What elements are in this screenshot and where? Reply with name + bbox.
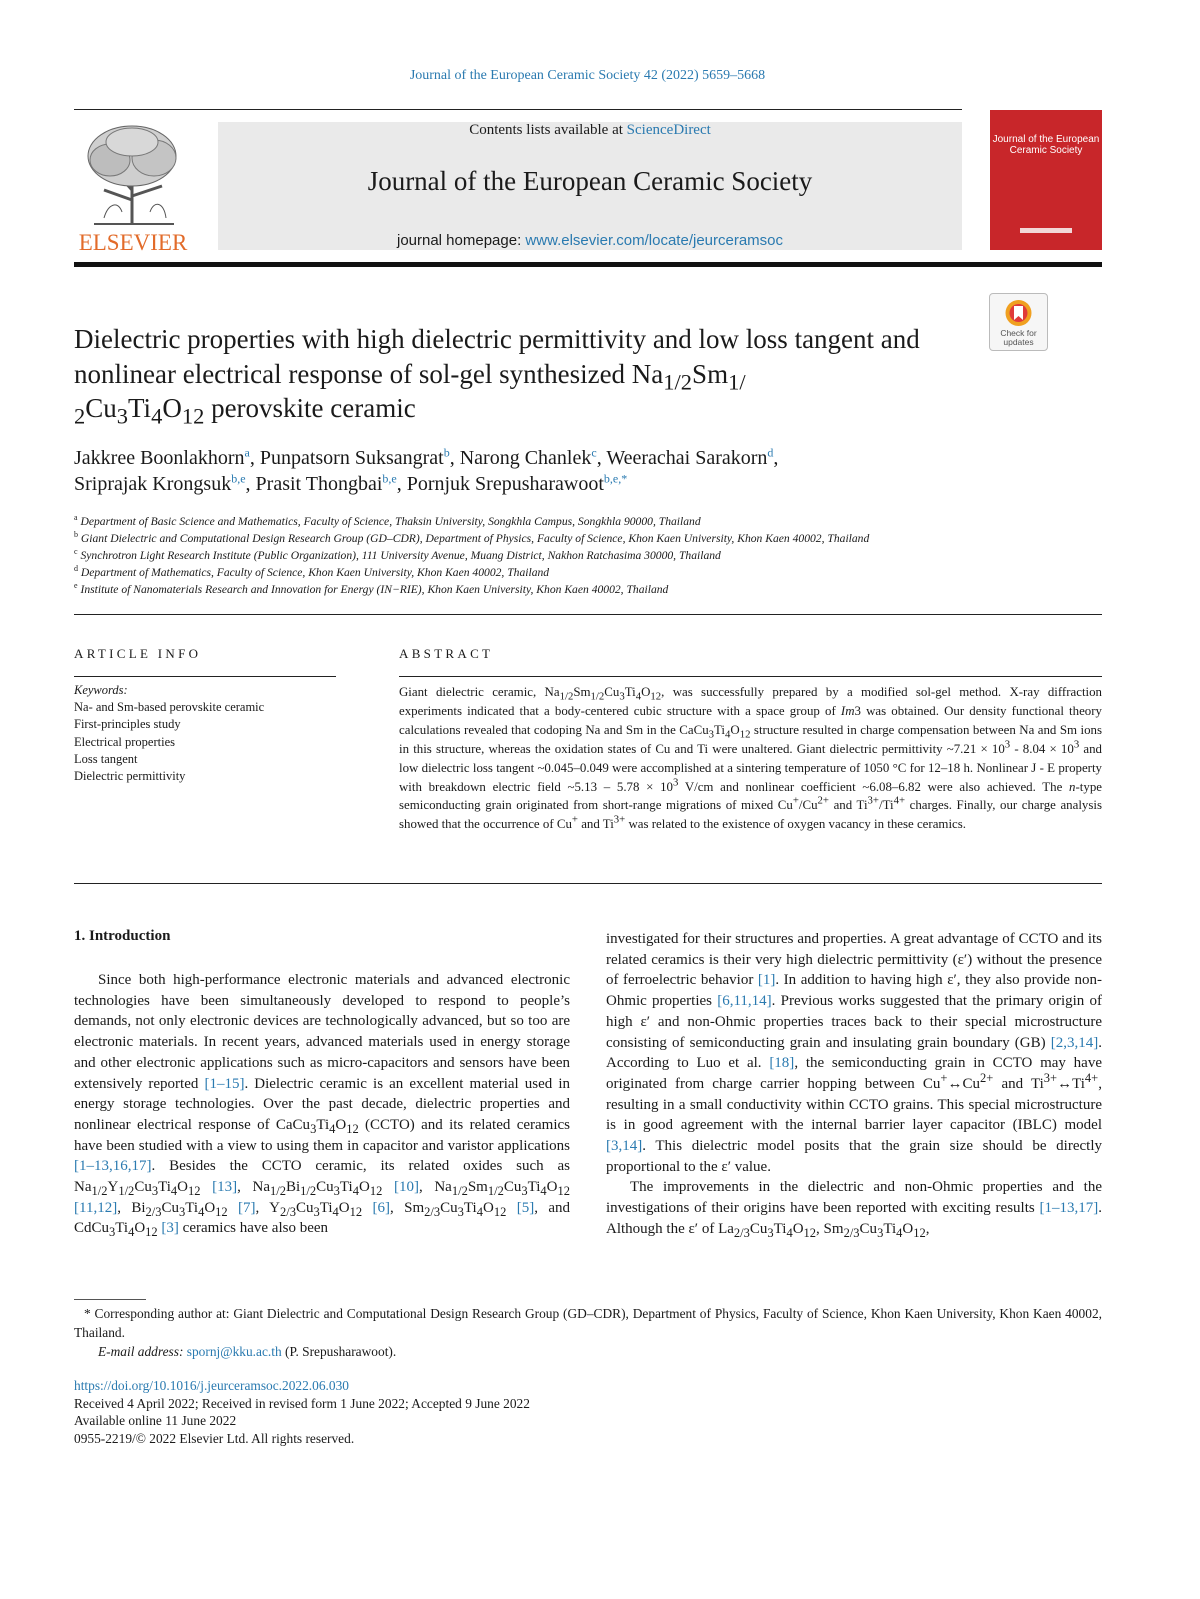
footnote-rule bbox=[74, 1299, 146, 1300]
article-title: Dielectric properties with high dielectric permittivity and low loss tangent and nonlinear electrical response of sol-gel synthesized $Na_{1/2}Sm_{1/}$ $_2Cu_3Ti_4O_{12}$ perovskite ceramic bbox=[74, 324, 920, 429]
affiliation-text: Department of Basic Science and Mathematics, Faculty of Science, Thaksin University, Songkhla Campus, Songkhla 90000, Thailand bbox=[77, 515, 701, 528]
homepage-link[interactable]: www.elsevier.com/locate/jeurceramsoc bbox=[525, 232, 784, 249]
abstract-bottom-rule bbox=[74, 883, 1102, 884]
affiliation-item bbox=[74, 547, 1114, 564]
masthead-rule bbox=[74, 262, 1102, 267]
article-info-heading: ARTICLE INFO bbox=[74, 646, 202, 661]
copyright: 0955-2219/© 2022 Elsevier Ltd. All rights reserved. bbox=[74, 1430, 355, 1446]
journal-banner bbox=[218, 122, 962, 250]
keywords bbox=[74, 682, 336, 785]
elsevier-wordmark: ELSEVIER bbox=[78, 230, 188, 255]
sciencedirect-link[interactable]: ScienceDirect bbox=[626, 122, 711, 138]
affiliation-item bbox=[74, 513, 1114, 530]
email-line bbox=[74, 1342, 1102, 1361]
publication-info bbox=[74, 1377, 774, 1447]
doi-link[interactable]: https://doi.org/10.1016/j.jeurceramsoc.2022.06.030 bbox=[74, 1378, 349, 1393]
article-info-rule bbox=[74, 676, 336, 677]
keyword-item: First-principles study bbox=[74, 717, 181, 732]
journal-reference[interactable]: Journal of the European Ceramic Society 42 (2022) 5659–5668 bbox=[409, 68, 766, 83]
affiliation-item bbox=[74, 530, 1114, 547]
affiliation-item bbox=[74, 581, 1114, 598]
affiliation-mark: e bbox=[74, 581, 78, 591]
available-online: Available online 11 June 2022 bbox=[74, 1413, 237, 1429]
abstract-text: Giant dielectric ceramic, $Na_{1/2}Sm_{1/2}Cu_3Ti_4O_{12}$, was successfully prepared by a modified sol-gel method. X-ray diffraction experiments indicated that a body-centered cubic structure with a space group of Im3 was obtained. Our density functional theory calculations revealed that codoping Na and Sm in the $CaCu_3Ti_4O_{12}$ structure resulted in charge compensation between Na and Sm ions in this structure, whereas the oxidation states of Cu and Ti were unaltered. Giant dielectric permittivity ~7.21 × $10^3 - 8.04 \times 10^3$ and low dielectric loss tangent ~0.045–0.049 were accomplished at a sintering temperature of 1050 °C for 12–18 h. Nonlinear J - E property with breakdown electric field ~5.13 – $5.78 \times 10^3$ V/cm and nonlinear coefficient ~6.08–6.82 were also achieved. The n-type semiconducting grain originated from short-range migrations of mixed $Cu^+/Cu^{2+}$ and $Ti^{3+}/Ti^{4+}$ charges. Finally, our charge analysis showed that the occurrence of Cu+ and $Ti^{3+}$ was related to the existence of oxygen vacancy in these ceramics. bbox=[399, 685, 1102, 832]
affiliations bbox=[74, 513, 1114, 598]
journal-title: Journal of the European Ceramic Society bbox=[367, 166, 813, 196]
author-list: Jakkree Boonlakhorn$^a$, Punpatsorn Suksangrat$^b$, Narong Chanlek$^c$, Weerachai Sarakorn$^d$, Sriprajak Krongsuk$^{b,e}$, Prasit Thongbai$^{b,e}$, Pornjuk Srepusharawoot$^{b,e,*}$ bbox=[74, 445, 779, 495]
abstract-heading: ABSTRACT bbox=[399, 646, 494, 661]
intro-paragraph-1-cont: investigated for their structures and properties. A great advantage of CCTO and its related ceramics is their very high dielectric permittivity (ε′) without the presence of ferroelectric behavior [1]. In addition to having high ε′, they also provide non-Ohmic properties [6,11,14]. Previous works suggested that the primary origin of high ε′ and non-Ohmic properties traces back to their special microstructure consisting of semiconducting grain and insulating grain boundary (GB) [2,3,14]. According to Luo et al. [18], the semiconducting grain in CCTO may have originated from charge carrier hopping between $Cu^+\leftrightarrow Cu^{2+}$ and $Ti^{3+}\leftrightarrow Ti^{4+}$, resulting in a small conductivity within CCTO grains. This special microstructure is in good agreement with the internal barrier layer capacitor (IBLC) model [3,14]. This dielectric model posits that the grain size should be directly proportional to the ε′ value. bbox=[606, 931, 1102, 1175]
intro-right-column bbox=[606, 929, 1102, 1240]
intro-paragraph-1: Since both high-performance electronic materials and advanced electronic technologies have been simultaneously developed to respond to people’s demands, not only electronic devices are technologically advanced, but so too are electronic materials. In recent years, advanced materials used in energy storage and other electronic applications such as micro-capacitors and sensors have been extensively reported [1–15]. Dielectric ceramic is an excellent material used in energy storage technologies. Over the past decade, dielectric properties and nonlinear electrical response of $CaCu_3Ti_4O_{12}$ (CCTO) and its related ceramics have been studied with a view to using them in capacitor and varistor applications [1–13,16,17]. Besides the CCTO ceramic, its related oxides such as $Na_{1/2}Y_{1/2}Cu_3Ti_4O_{12}$ [13], $Na_{1/2}Bi_{1/2}Cu_3Ti_4O_{12}$ [10], $Na_{1/2}Sm_{1/2}Cu_3Ti_4O_{12}$ [11,12], $Bi_{2/3}Cu_3Ti_4O_{12}$ [7], $Y_{2/3}Cu_3Ti_4O_{12}$ [6], $Sm_{2/3}Cu_3Ti_4O_{12}$ [5], and $CdCu_3Ti_4O_{12}$ [3] ceramics have also been bbox=[74, 972, 571, 1240]
contents-prefix: Contents lists available at bbox=[469, 122, 627, 138]
affiliation-mark: b bbox=[74, 530, 78, 540]
email-suffix: (P. Srepusharawoot). bbox=[281, 1344, 397, 1359]
affiliation-text: Synchrotron Light Research Institute (Public Organization), 111 University Avenue, Muang District, Nakhon Ratchasima 30000, Thailand bbox=[77, 549, 721, 562]
corresponding-footnote bbox=[74, 1304, 1102, 1361]
cover-mark bbox=[1020, 228, 1072, 233]
homepage-line bbox=[218, 232, 962, 249]
header-rule bbox=[74, 109, 962, 110]
intro-left-column bbox=[74, 970, 570, 1239]
affiliation-item bbox=[74, 564, 1114, 581]
journal-cover[interactable] bbox=[990, 110, 1102, 250]
keyword-item: Electrical properties bbox=[74, 734, 175, 749]
keyword-list bbox=[74, 699, 336, 785]
affiliation-text: Institute of Nanomaterials Research and Innovation for Energy (IN−RIE), Khon Kaen University, Khon Kaen 40002, Thailand bbox=[77, 583, 669, 596]
keyword-item: Na- and Sm-based perovskite ceramic bbox=[74, 700, 265, 715]
affiliation-text: Giant Dielectric and Computational Design Research Group (GD–CDR), Department of Physics, Faculty of Science, Khon Kaen University, Khon Kaen 40002, Thailand bbox=[78, 532, 870, 545]
email-link[interactable]: spornj@kku.ac.th bbox=[186, 1344, 282, 1359]
bookmark-icon bbox=[1004, 298, 1033, 328]
intro-paragraph-2: The improvements in the dielectric and non-Ohmic properties and the investigations of their origins have been reported with exciting results [1–13,17]. Although the ε′ of $La_{2/3}Cu_3Ti_4O_{12}$, $Sm_{2/3}Cu_3Ti_4O_{12}$, bbox=[606, 1179, 1102, 1240]
check-updates-label: Check for updates bbox=[1000, 328, 1037, 347]
affiliation-text: Department of Mathematics, Faculty of Science, Khon Kaen University, Khon Kaen 40002, Thailand bbox=[78, 566, 550, 579]
email-label: E-mail address: bbox=[98, 1344, 187, 1359]
received-dates: Received 4 April 2022; Received in revised form 1 June 2022; Accepted 9 June 2022 bbox=[74, 1395, 530, 1411]
check-for-updates-button[interactable] bbox=[989, 293, 1048, 351]
keyword-item: Dielectric permittivity bbox=[74, 769, 186, 784]
homepage-prefix: journal homepage: bbox=[396, 232, 526, 249]
keyword-item: Loss tangent bbox=[74, 751, 138, 766]
abstract-rule bbox=[399, 676, 1102, 677]
affiliation-mark: d bbox=[74, 564, 78, 574]
affiliation-rule bbox=[74, 614, 1102, 615]
cover-title: Journal of the European Ceramic Society bbox=[992, 134, 1100, 156]
affiliation-mark: a bbox=[74, 513, 78, 523]
affiliation-mark: c bbox=[74, 547, 78, 557]
corresponding-author: * Corresponding author at: Giant Dielectric and Computational Design Research Group (GD–CDR), Department of Physics, Faculty of Science, Khon Kaen University, Khon Kaen 40002, Thailand. bbox=[74, 1306, 1102, 1340]
contents-line bbox=[218, 122, 962, 139]
introduction-heading: 1. Introduction bbox=[74, 928, 171, 944]
keywords-label: Keywords: bbox=[74, 683, 128, 697]
